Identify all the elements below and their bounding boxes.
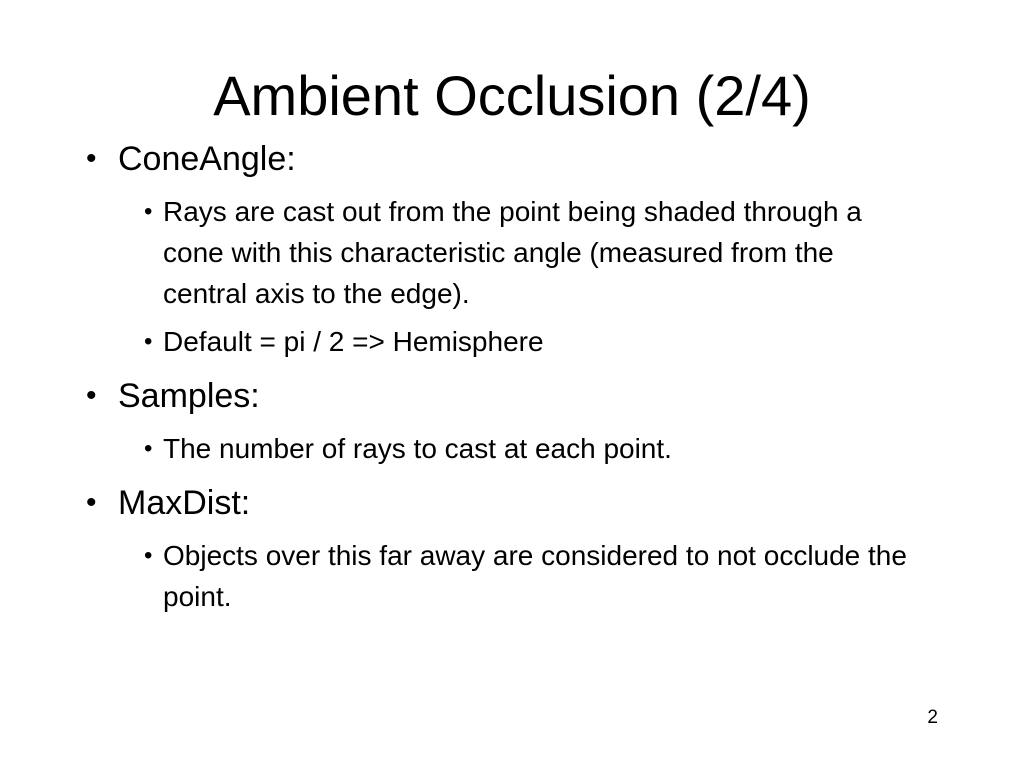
bullet-icon: • [86,486,97,519]
page-number: 2 [927,707,938,728]
bullet-label: Samples: [118,377,260,415]
sub-bullet-list [118,191,916,362]
sub-bullet-icon: • [144,198,153,225]
bullet-item-samples [86,374,916,469]
bullet-icon: • [86,142,97,175]
sub-bullet-item [130,191,916,314]
sub-bullet-text: Default = pi / 2 => Hemisphere [163,326,544,357]
sub-bullet-item [130,321,916,362]
bullet-item-maxdist [86,481,916,617]
bullet-icon: • [86,379,97,412]
sub-bullet-item [130,428,916,469]
sub-bullet-text: Rays are cast out from the point being shaded through a cone with this characteristic angle (measured from the central axis to the edge). [163,196,862,309]
bullet-item-coneangle [86,137,916,362]
bullet-label: MaxDist: [118,484,251,522]
sub-bullet-icon: • [144,328,153,355]
slide-title: Ambient Occlusion (2/4) [213,64,811,127]
sub-bullet-text: The number of rays to cast at each point. [163,433,672,464]
bullet-list [86,137,916,629]
sub-bullet-icon: • [144,542,153,569]
sub-bullet-list [118,428,916,469]
sub-bullet-list [118,535,916,617]
sub-bullet-text: Objects over this far away are considered to not occlude the point. [163,540,907,612]
sub-bullet-icon: • [144,435,153,462]
sub-bullet-item [130,535,916,617]
bullet-label: ConeAngle: [118,140,296,178]
